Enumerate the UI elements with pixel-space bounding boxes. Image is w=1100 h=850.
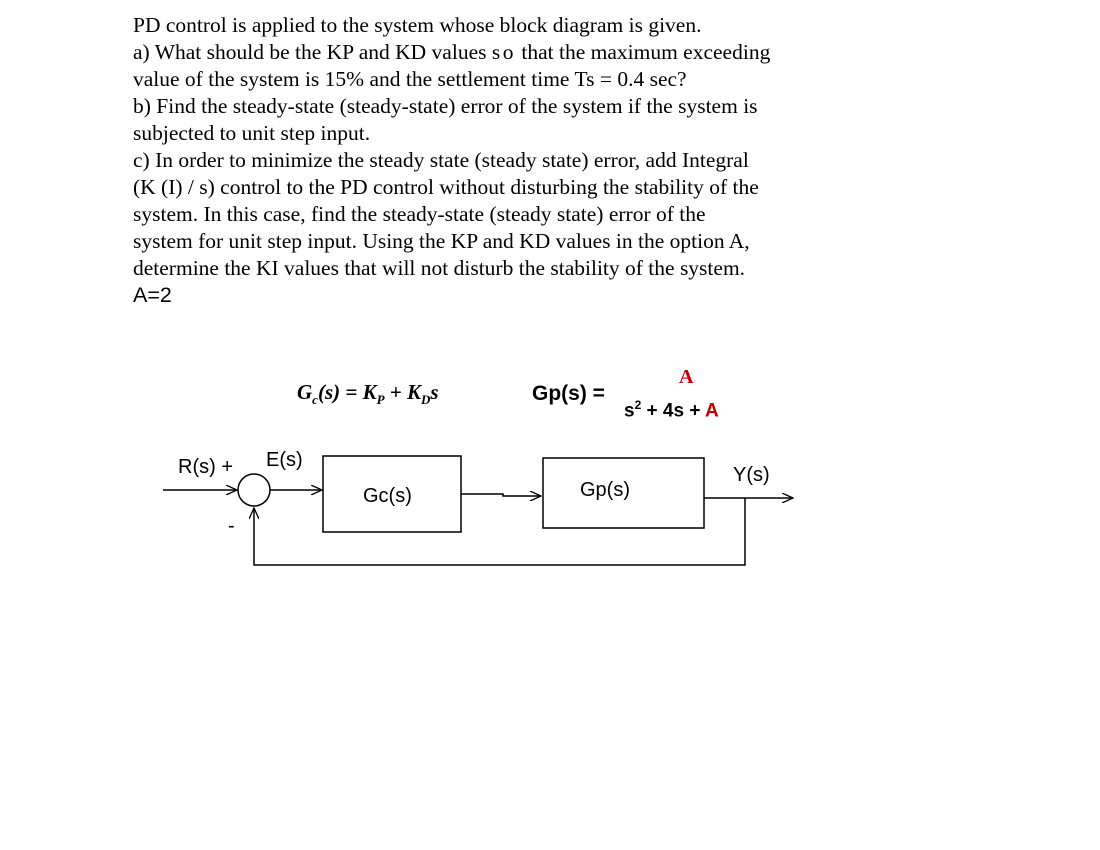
gp-den-exponent: 2 bbox=[634, 398, 642, 412]
gp-den-a: A bbox=[705, 400, 719, 422]
gc-symbol: G bbox=[297, 380, 313, 404]
gc-plus: + bbox=[384, 380, 408, 404]
part-c-line-3: system. In this case, find the steady-state (steady state) error of the bbox=[133, 202, 706, 226]
gc-argument: (s) = bbox=[317, 380, 363, 404]
summing-junction bbox=[238, 474, 270, 506]
plant-label: Gp(s) bbox=[580, 479, 630, 501]
given-value: A=2 bbox=[133, 283, 172, 307]
kd-symbol: K bbox=[407, 380, 422, 404]
error-label: E(s) bbox=[266, 449, 303, 471]
part-b-line-2: subjected to unit step input. bbox=[133, 121, 371, 145]
minus-sign: - bbox=[228, 515, 235, 537]
part-c-line-4: system for unit step input. Using the KP and KD values in the option A, bbox=[133, 229, 750, 253]
part-a-line-2: value of the system is 15% and the settlement time Ts = 0.4 sec? bbox=[133, 67, 687, 91]
part-a-text-pre: a) What should be the KP and KD values bbox=[133, 40, 492, 64]
part-c-line-1: c) In order to minimize the steady state (steady state) error, add Integral bbox=[133, 148, 749, 172]
controller-to-plant-arrow bbox=[461, 494, 541, 496]
controller-label: Gc(s) bbox=[363, 485, 412, 507]
kp-subscript: P bbox=[376, 392, 385, 408]
kp-symbol: K bbox=[362, 380, 377, 404]
input-label: R(s) + bbox=[178, 456, 233, 478]
part-b-line-1: b) Find the steady-state (steady-state) error of the system if the system is bbox=[133, 94, 758, 118]
part-a-text-post: that the maximum exceeding bbox=[515, 40, 771, 64]
gp-den-s: s bbox=[624, 400, 635, 422]
gp-numerator: A bbox=[679, 366, 694, 388]
gc-subscript: c bbox=[312, 392, 318, 408]
gp-equation-lhs: Gp(s) = bbox=[532, 382, 605, 405]
kd-subscript: D bbox=[421, 392, 431, 408]
output-label: Y(s) bbox=[733, 464, 770, 486]
intro-line: PD control is applied to the system whose block diagram is given. bbox=[133, 13, 702, 37]
gc-s: s bbox=[430, 380, 439, 404]
part-a-text-so: so bbox=[491, 40, 516, 64]
part-c-line-2: (K (I) / s) control to the PD control without disturbing the stability of the bbox=[133, 175, 759, 199]
gp-den-mid: + 4s + bbox=[641, 400, 706, 422]
part-c-line-5: determine the KI values that will not disturb the stability of the system. bbox=[133, 256, 746, 280]
